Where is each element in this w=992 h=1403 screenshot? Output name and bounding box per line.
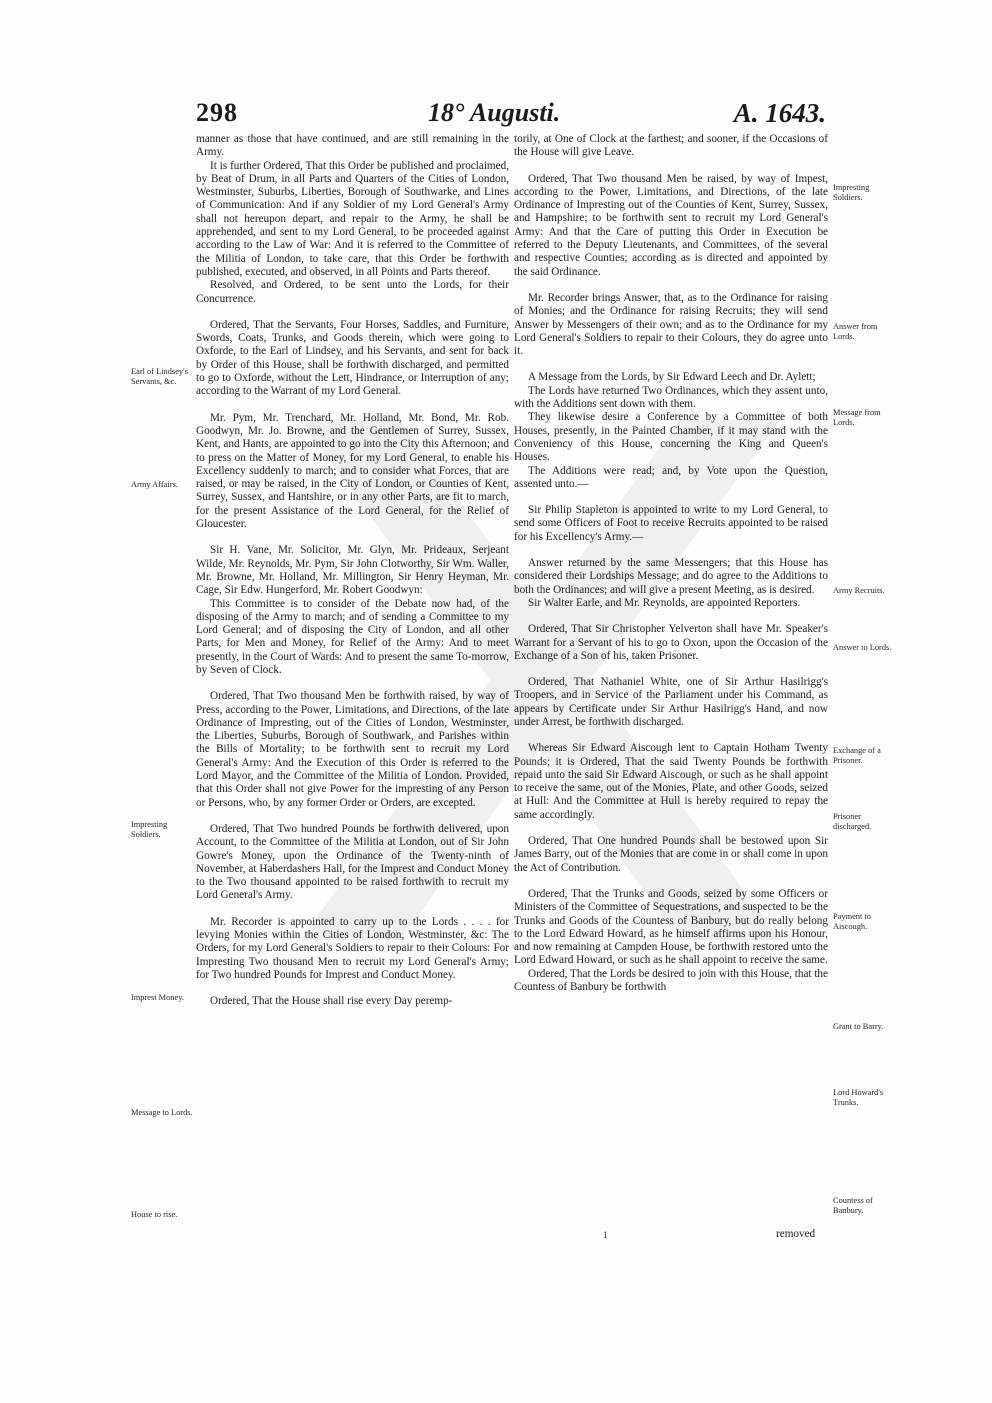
paragraph: Ordered, That Nathaniel White, one of Sir Arthur Hasilrigg's Troopers, and in Service of the Parliament under his Command, as appears by Certificate under Sir Arthur Hasilrigg's Hand, and now under Arrest, be forthwith discharged.: [514, 676, 828, 728]
page-header: [196, 96, 826, 132]
paragraph: Sir H. Vane, Mr. Solicitor, Mr. Glyn, Mr. Prideaux, Serjeant Wilde, Mr. Reynolds, Mr. Pym, Sir John Clotworthy, Sir Wm. Waller, Mr. Browne, Mr. Holland, Mr. Millington, Sir Henry Heyman, Mr. Cage, Sir Edw. Hungerford, Mr. Robert Goodwyn:: [196, 544, 509, 597]
paragraph: The Additions were read; and, by Vote upon the Question, assented unto.—: [514, 464, 828, 490]
margin-note-right: Prisoner discharged.: [833, 812, 872, 832]
margin-note-left: Earl of Lindsey's Servants, &c.: [131, 367, 188, 387]
margin-note-left: House to rise.: [131, 1210, 178, 1219]
paragraph: Mr. Recorder brings Answer, that, as to the Ordinance for raising of Monies; and the Ordinance for raising Recruits; they will send Answer by Messengers of their own; and as to the Ordinance for my Lord General's Soldiers to repair to their Colours, they do agree unto it.: [514, 291, 828, 358]
paragraph: Ordered, That Sir Christopher Yelverton shall have Mr. Speaker's Warrant for a Servant of his to go to Oxon, upon the Occasion of the Exchange of a Son of his, taken Prisoner.: [514, 623, 828, 662]
paragraph: Mr. Recorder is appointed to carry up to the Lords . . . . for levying Monies within the Cities of London, Westminster, &c: The Orders, for my Lord General's Soldiers to repair to their Colours: For Impresting Two thousand Men to recruit my Lord General's Army; for Two hundred Pounds for Imprest and Conduct Money.: [196, 915, 509, 981]
paragraph: manner as those that have continued, and are still remaining in the Army.: [196, 133, 509, 159]
paragraph: Ordered, That the Lords be desired to join with this House, that the Countess of Banbury be forthwith: [514, 967, 828, 994]
page-date-heading: 18° Augusti.: [428, 98, 561, 127]
margin-note-right: Payment to Aiscough.: [833, 912, 871, 932]
margin-note-right: Impresting Soldiers.: [833, 183, 870, 203]
margin-note-right: Exchange of a Prisoner.: [833, 746, 881, 766]
margin-note-right: Message from Lords.: [833, 408, 881, 428]
page-year: A. 1643.: [733, 98, 826, 128]
page-number: 298: [196, 98, 238, 127]
catchword: removed: [776, 1228, 816, 1240]
margin-note-right: Army Recruits.: [833, 586, 885, 595]
margin-note-right: Lord Howard's Trunks.: [833, 1088, 884, 1108]
margin-note-right: Answer to Lords.: [833, 643, 892, 652]
paragraph: Ordered, That Two thousand Men be forthwith raised, by way of Press, according to the Power, Limitations, and Directions, of the late Ordinance of Impresting, out of the Cities of London, Westminster, the Liberties, Suburbs, Borough of Southwark, and Parishes within the Bills of Mortality; to be forthwith sent to recruit my Lord General's Army: And the Execution of this Order is referred to the Lord Mayor, and the Committee of the Militia of London. Provided, that this Order shall not give Power for the impresting of any Person or Persons, who, by any former Order or Orders, are excepted.: [196, 690, 509, 809]
paragraph: Answer returned by the same Messengers; that this House has considered their Lordships Message; and do agree to the Additions to both the Ordinances; and will give a present Meeting, as is desired.: [514, 557, 828, 596]
margin-note-right: Countess of Banbury.: [833, 1196, 873, 1216]
paragraph: Ordered, That the Trunks and Goods, seized by some Officers or Ministers of the Committee of Sequestrations, and suspected to be the Trunks and Goods of the Countess of Banbury, but do really belong to the Lord Edward Howard, as he himself affirms upon his Honour, and now remaining at Campden House, be forthwith restored unto the Lord Edward Howard, or such as he shall appoint to receive the same.: [514, 887, 828, 967]
paragraph: Ordered, That One hundred Pounds shall be bestowed upon Sir James Barry, out of the Monies that are come in or shall come in upon the Act of Contribution.: [514, 835, 828, 874]
margin-note-right: Grant to Barry.: [833, 1022, 884, 1031]
paragraph: They likewise desire a Conference by a Committee of both Houses, presently, in the Painted Chamber, if it may stand with the Conveniency of this House, concerning the King and Queen's Houses.: [514, 411, 828, 464]
paragraph: Ordered, That the House shall rise every Day peremp-: [210, 995, 453, 1008]
paragraph: Resolved, and Ordered, to be sent unto the Lords, for their Concurrence.: [196, 279, 509, 305]
paragraph: Whereas Sir Edward Aiscough lent to Captain Hotham Twenty Pounds; it is Ordered, That the said Twenty Pounds be forthwith repaid unto the said Sir Edward Aiscough, or such as he shall appoint to receive the same, out of the Monies, Plate, and other Goods, seized at Hull: And the Committee at Hull is hereby required to repay the same accordingly.: [514, 742, 828, 821]
paragraph: This Committee is to consider of the Debate now had, of the disposing of the Army to march; and of sending a Committee to my Lord General; and of disposing the City of London, and all other Parts, for Men and Money, for Relief of the Army: And to meet presently, in the Court of Wards: And to present the same To-morrow, by Seven of Clock.: [196, 597, 509, 676]
margin-note-right: Answer from Lords.: [833, 322, 878, 342]
paragraph: A Message from the Lords, by Sir Edward Leech and Dr. Aylett;: [528, 371, 816, 384]
signature-mark: 1: [603, 1230, 608, 1240]
paragraph: Ordered, That Two thousand Men be raised, by way of Impest, according to the Power, Limitations, and Directions, of the late Ordinance of Impresting out of the Counties of Kent, Surrey, Sussex, and Hampshire; to be forthwith sent to recruit my Lord General's Army: And that the Care of putting this Order in Execution be referred to the Deputy Lieutenants, and Committees, of the several and respective Counties; according as is directed and appointed by the said Ordinance.: [514, 172, 828, 278]
paragraph: Sir Philip Stapleton is appointed to write to my Lord General, to send some Officers of Foot to receive Recruits appointed to be raised for his Excellency's Army.—: [514, 504, 828, 543]
margin-note-left: Army Affairs.: [131, 480, 178, 489]
right-column: [514, 133, 828, 994]
margin-note-left: Message to Lords.: [131, 1108, 193, 1117]
margin-note-left: Imprest Money.: [131, 993, 184, 1002]
paragraph: Sir Walter Earle, and Mr. Reynolds, are appointed Reporters.: [528, 596, 801, 609]
paragraph: It is further Ordered, That this Order be published and proclaimed, by Beat of Drum, in all Parts and Quarters of the Cities of London, Westminster, Suburbs, Liberties, Borough of Southwarke, and Lines of Communication: And if any Soldier of my Lord General's Army shall not hereupon depart, and repair to the Army, he shall be apprehended, and sent to my Lord General, to be proceeded against according to the Law of War: And it is referred to the Committee of the Militia of London, to take care, that this Order be forthwith published, executed, and observed, in all Points and Parts thereof.: [196, 159, 509, 278]
left-column: [196, 133, 509, 1009]
paragraph: Ordered, That the Servants, Four Horses, Saddles, and Furniture, Swords, Coats, Trunks, and Goods therein, which were going to Oxforde, to the Earl of Lindsey, and his Servants, and sent for back by Order of this House, shall be forthwith discharged, and permitted to go to Oxforde, without the Lett, Hindrance, or Interruption of any; according to the Warrant of my Lord General.: [196, 318, 509, 398]
paragraph: Ordered, That Two hundred Pounds be forthwith delivered, upon Account, to the Committee of the Militia at London, out of Sir John Gowre's Money, upon the Ordinance of the Twenty-ninth of November, at Haberdashers Hall, for the Imprest and Conduct Money to the Two thousand appointed to be raised forthwith to recruit my Lord General's Army.: [196, 822, 509, 902]
paragraph: Mr. Pym, Mr. Trenchard, Mr. Holland, Mr. Bond, Mr. Rob. Goodwyn, Mr. Jo. Browne, and the Gentlemen of Surrey, Sussex, Kent, and Hants, are appointed to go into the City this Afternoon; and to press on the Matter of Money, for my Lord General, to enable his Excellency suddenly to march; and to consider what Forces, that are raised, or may be raised, in the City of London, or Counties of Kent, Surrey, Sussex, and Hantshire, or in any other Parts, are fit to march, for the present Assistance of the Lord General, for the Relief of Gloucester.: [196, 411, 509, 531]
paragraph: torily, at One of Clock at the farthest; and sooner, if the Occasions of the House will give Leave.: [514, 133, 828, 159]
paragraph: The Lords have returned Two Ordinances, which they assent unto, with the Additions sent down with them.: [514, 384, 828, 411]
margin-note-left: Impresting Soldiers.: [131, 820, 168, 840]
